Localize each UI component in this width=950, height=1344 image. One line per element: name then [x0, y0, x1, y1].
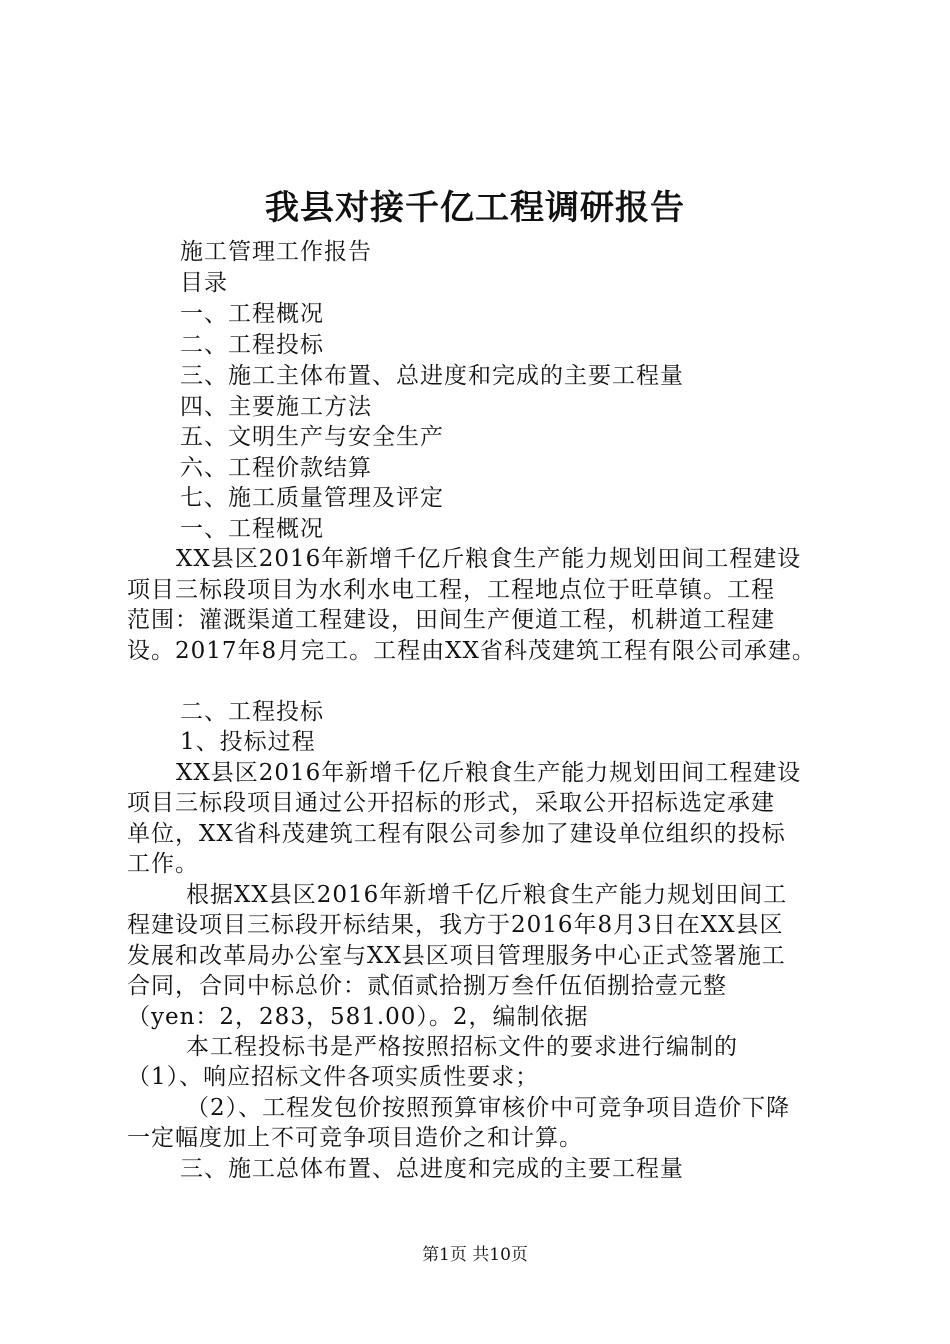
document-subtitle: 施工管理工作报告: [180, 239, 372, 265]
toc-item: 二、工程投标: [180, 332, 324, 358]
paragraph-line: 本工程投标书是严格按照招标文件的要求进行编制的: [186, 1034, 738, 1060]
toc-item: 三、施工主体布置、总进度和完成的主要工程量: [180, 363, 684, 389]
toc-heading: 目录: [180, 270, 228, 296]
toc-item: 五、文明生产与安全生产: [180, 424, 444, 450]
paragraph-line: XX县区2016年新增千亿斤粮食生产能力规划田间工程建设: [176, 760, 802, 786]
paragraph-line: 单位，XX省科茂建筑工程有限公司参加了建设单位组织的投标: [127, 821, 786, 847]
paragraph-line: XX县区2016年新增千亿斤粮食生产能力规划田间工程建设: [176, 546, 802, 572]
paragraph-line: 一定幅度加上不可竞争项目造价之和计算。: [127, 1125, 583, 1151]
document-title: 我县对接千亿工程调研报告: [265, 188, 685, 228]
subsection-heading: 1、投标过程: [180, 729, 316, 755]
paragraph-line: 工作。: [127, 851, 199, 877]
paragraph-line: （yen：2，283，581.00）。2，编制依据: [127, 1004, 589, 1030]
toc-item: 一、工程概况: [180, 301, 324, 327]
paragraph-line: 项目三标段项目为水利水电工程，工程地点位于旺草镇。工程: [127, 577, 775, 603]
paragraph-line: （1）、响应招标文件各项实质性要求；: [127, 1064, 540, 1090]
section-heading: 一、工程概况: [180, 516, 324, 542]
toc-item: 四、主要施工方法: [180, 394, 372, 420]
paragraph-line: 设。2017年8月完工。工程由XX省科茂建筑工程有限公司承建。: [127, 638, 816, 664]
paragraph-line: 根据XX县区2016年新增千亿斤粮食生产能力规划田间工: [186, 882, 788, 908]
toc-item: 七、施工质量管理及评定: [180, 485, 444, 511]
paragraph-line: 合同，合同中标总价：贰佰贰拾捌万叁仟伍佰捌拾壹元整: [127, 973, 727, 999]
section-heading: 二、工程投标: [180, 699, 324, 725]
paragraph-line: 发展和改革局办公室与XX县区项目管理服务中心正式签署施工: [127, 943, 786, 969]
paragraph-line: 范围：灌溉渠道工程建设，田间生产便道工程，机耕道工程建: [127, 607, 775, 633]
page-footer: 第1页 共10页: [422, 1245, 528, 1265]
paragraph-line: 项目三标段项目通过公开招标的形式，采取公开招标选定承建: [127, 790, 775, 816]
paragraph-line: 程建设项目三标段开标结果，我方于2016年8月3日在XX县区: [127, 912, 784, 938]
section-heading: 三、施工总体布置、总进度和完成的主要工程量: [180, 1156, 684, 1182]
toc-item: 六、工程价款结算: [180, 455, 372, 481]
paragraph-line: （2）、工程发包价按照预算审核价中可竞争项目造价下降: [186, 1095, 791, 1121]
